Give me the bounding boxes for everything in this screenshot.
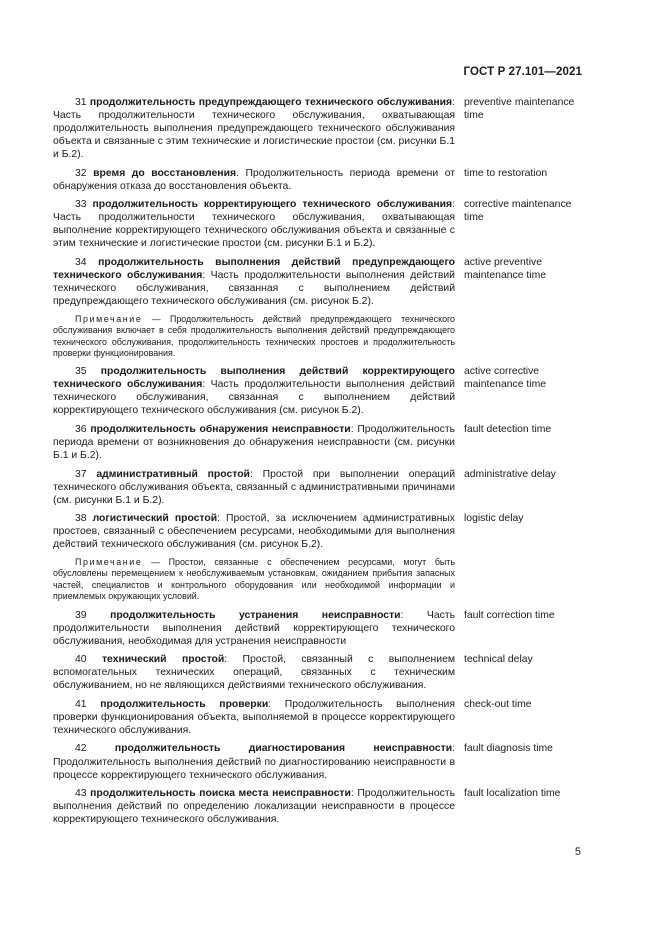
terms-list — [53, 96, 583, 832]
term-name: административный простой — [96, 468, 250, 480]
term-definition: 37 административный простой: Простой при выполнении операций технического обслуживания объекта, связанный с административными причинами (см. рисунки Б.1 и Б.2). — [53, 468, 455, 506]
term-definition: 40 технический простой: Простой, связанный с выполнением вспомогательных технических операций, связанных с техническим обслуживанием, но не являющихся действиями технического обслуживания. — [53, 654, 455, 692]
term-definition: 33 продолжительность корректирующего технического обслуживания: Часть продолжительности технического обслуживания, охватывающая выполнение корректирующего технического обслуживания объекта и связанные с этим технические и логистические простои (см. рисунки Б.1 и Б.2). — [53, 199, 456, 250]
term-entry — [53, 365, 583, 417]
note: Примечание — Простои, связанные с обеспечением ресурсами, могут быть обусловлены перемещением к необслуживаемым установкам, ожиданием прибытия запасных частей, специалистов и контрольного оборудования или необходимой информации и приемлемых окружающих условий. — [53, 556, 455, 602]
term-entry — [53, 512, 583, 551]
term-definition: 36 продолжительность обнаружения неисправности: Продолжительность периода времени от возникновения до обнаружения неисправности (см. рисунки Б.1 и Б.2). — [53, 424, 455, 462]
term-definition: 38 логистический простой: Простой, за исключением административных простоев, связанный с обеспечением ресурсами, необходимыми для выполнения действий технического обслуживания (см. рисунок Б.2). — [53, 513, 456, 551]
note-label: Примечание — [75, 556, 143, 567]
term-english: technical delay — [464, 654, 533, 666]
term-english: logistic delay — [464, 513, 524, 525]
term-name: продолжительность предупреждающего технического обслуживания — [89, 97, 453, 108]
term-definition: 39 продолжительность устранения неисправности: Часть продолжительности выполнения действий корректирующего технического обслуживания, необходимая для устранения неисправности — [53, 609, 455, 647]
term-english: time to restoration — [464, 167, 548, 179]
term-english: fault diagnosis time — [464, 743, 553, 755]
term-name: время до восстановления — [93, 167, 237, 179]
term-name: продолжительность проверки — [100, 698, 269, 710]
page-number: 5 — [574, 846, 581, 858]
term-definition: 35 продолжительность выполнения действий корректирующего технического обслуживания: Часть продолжительности выполнения действий технического обслуживания, связанная с выполнением действий корректирующего технического обслуживания (см. рисунок Б.2). — [53, 366, 456, 417]
term-english: active preventive maintenance time — [464, 257, 547, 282]
term-english: fault detection time — [464, 424, 552, 436]
term-definition: 32 время до восстановления. Продолжительность периода времени от обнаружения отказа до восстановления объекта. — [53, 167, 456, 192]
document-header: ГОСТ Р 27.101—2021 — [463, 66, 582, 78]
term-english: corrective maintenance time — [464, 199, 572, 224]
term-english: preventive maintenance time — [464, 97, 575, 122]
note: Примечание — Продолжительность действий предупреждающего технического обслуживания включает в себя продолжительность выполнения действий предупреждающего технического обслуживания, продолжительность технических простоев и продолжительность проверки функционирования. — [53, 313, 455, 358]
term-name: продолжительность выполнения действий корректирующего технического обслуживания — [53, 366, 456, 391]
term-name: продолжительность обнаружения неисправности — [90, 424, 351, 436]
term-name: технический простой — [101, 654, 225, 666]
term-entry — [53, 609, 583, 648]
term-definition: 31 продолжительность предупреждающего технического обслуживания: Часть продолжительности технического обслуживания, охватывающая продолжительность выполнения предупреждающего технического обслуживания объекта и связанные с этим технические и логистические простои (см. рисунки Б.1 и Б.2). — [53, 97, 455, 161]
term-entry — [53, 698, 583, 737]
term-entry — [53, 742, 583, 781]
term-english: administrative delay — [464, 468, 556, 480]
term-name: продолжительность выполнения действий предупреждающего технического обслуживания — [53, 257, 455, 282]
term-definition: 41 продолжительность проверки: Продолжительность выполнения проверки функционирования объекта, выполняемой в процессе корректирующего технического обслуживания. — [53, 698, 455, 736]
term-name: продолжительность поиска места неисправности — [90, 788, 351, 800]
term-entry — [53, 256, 583, 308]
term-entry — [53, 468, 583, 507]
term-definition: 43 продолжительность поиска места неисправности: Продолжительность выполнения действий по определению локализации неисправности в процессе корректирующего технического обслуживания. — [53, 788, 456, 826]
term-english: active corrective maintenance time — [464, 366, 547, 391]
term-entry — [53, 787, 583, 826]
term-english: check-out time — [464, 698, 532, 710]
term-entry — [53, 198, 583, 250]
term-definition: 34 продолжительность выполнения действий предупреждающего технического обслуживания: Часть продолжительности выполнения действий технического обслуживания, связанная с выполнением действий предупреждающего технического обслуживания (см. рисунок Б.2). — [53, 257, 455, 308]
term-english: fault localization time — [464, 788, 561, 800]
term-name: продолжительность устранения неисправности — [110, 609, 401, 621]
term-name: продолжительность диагностирования неисправности — [114, 743, 453, 755]
term-name: продолжительность корректирующего технического обслуживания — [92, 199, 453, 211]
term-entry — [53, 653, 583, 692]
term-name: логистический простой — [92, 513, 218, 525]
term-entry — [53, 96, 583, 161]
note-label: Примечание — [75, 313, 143, 324]
term-english: fault correction time — [464, 609, 555, 621]
term-definition: 42 продолжительность диагностирования неисправности: Продолжительность выполнения действий по диагностированию неисправности в процессе корректирующего технического обслуживания. — [53, 743, 456, 781]
term-entry — [53, 167, 583, 193]
term-entry — [53, 423, 583, 462]
